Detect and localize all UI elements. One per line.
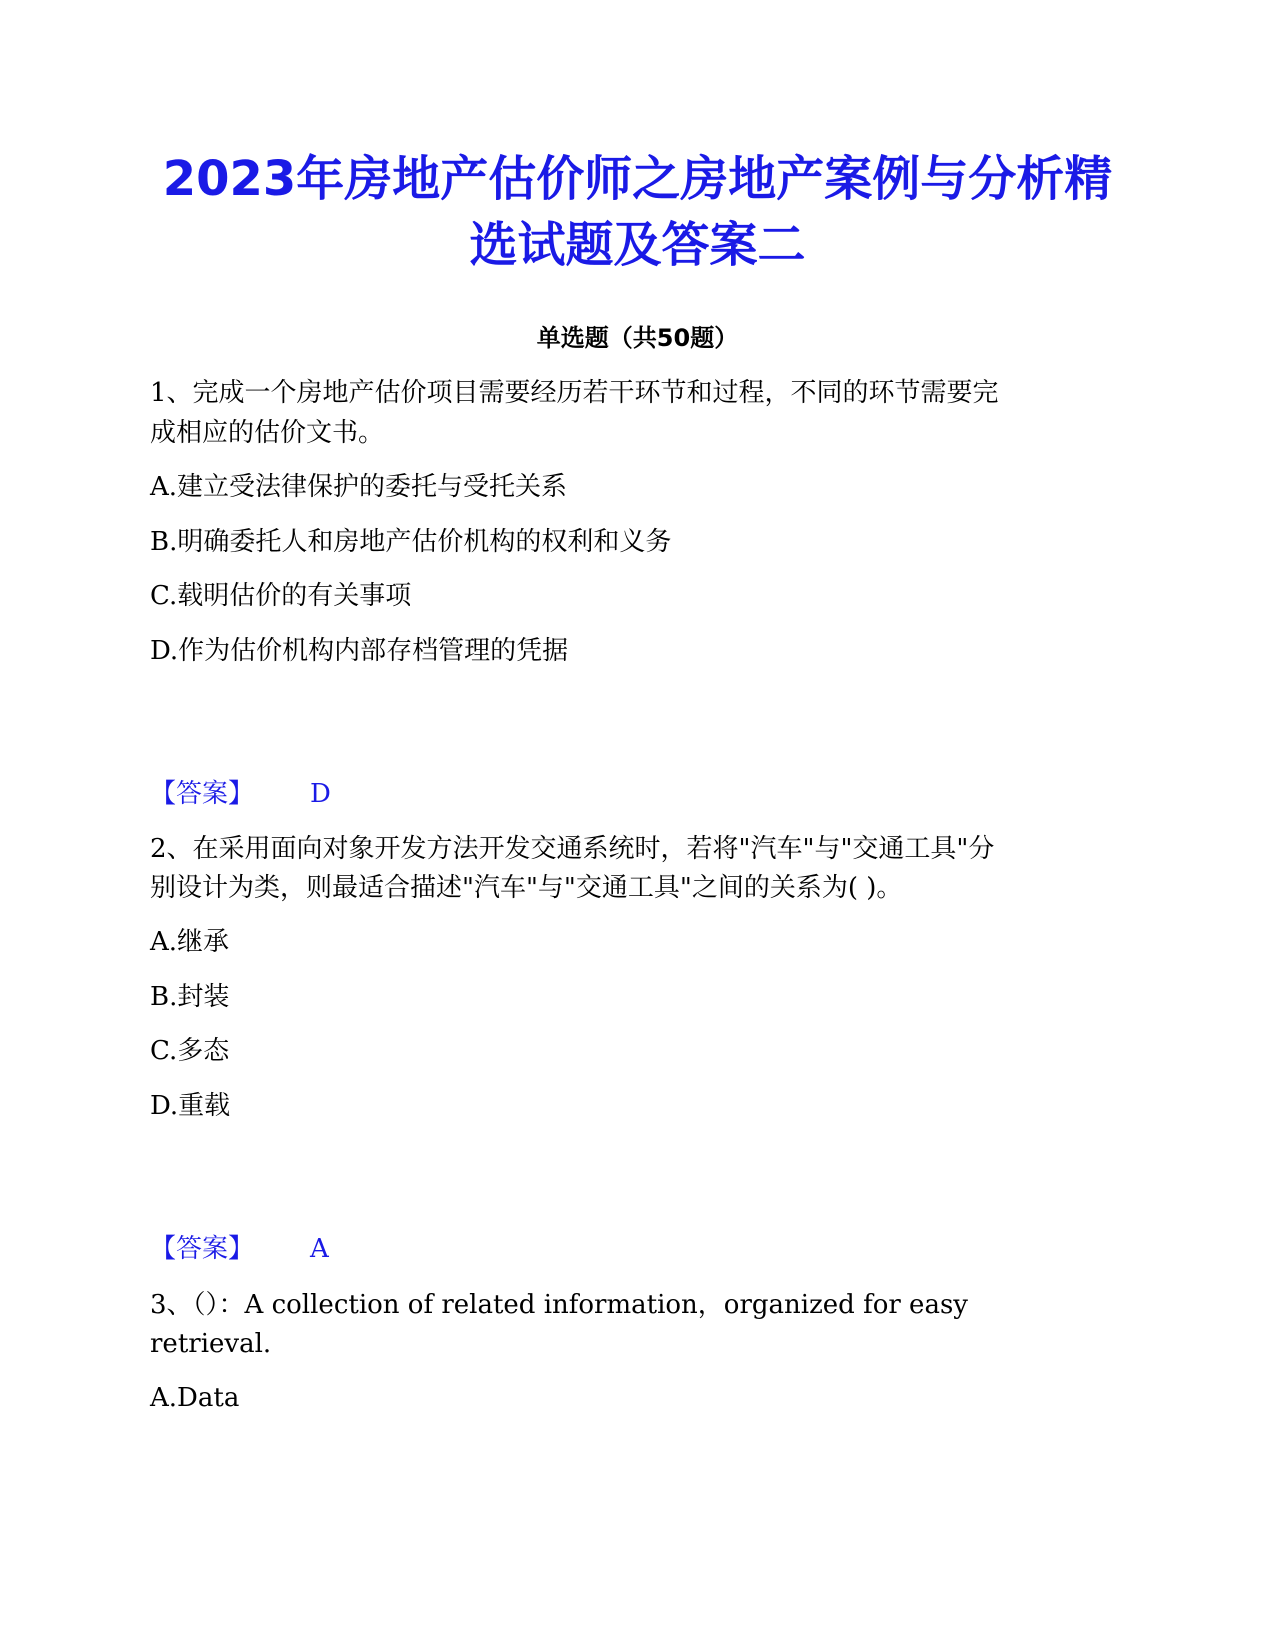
answer-label: 【答案】: [150, 779, 255, 809]
option-c: C.多态: [150, 1036, 230, 1066]
option-b: B.明确委托人和房地产估价机构的权利和义务: [150, 527, 672, 557]
question-stem-line: 成相应的估价文书。: [150, 418, 385, 448]
question-stem-line: 别设计为类，则最适合描述"汽车"与"交通工具"之间的关系为( )。: [150, 873, 903, 903]
answer-label: 【答案】: [150, 1234, 255, 1264]
option-a: A.继承: [150, 927, 230, 957]
option-d: D.重载: [150, 1091, 231, 1121]
option-a: A.Data: [150, 1383, 240, 1413]
section-heading: 单选题（共50题）: [536, 324, 739, 352]
answer-row: [150, 1234, 329, 1264]
option-c: C.载明估价的有关事项: [150, 581, 412, 611]
answer-value: D: [310, 779, 331, 809]
document-title: [120, 146, 1155, 278]
answer-value: A: [310, 1234, 329, 1264]
question-stem-line: 1、完成一个房地产估价项目需要经历若干环节和过程，不同的环节需要完: [150, 378, 999, 408]
title-line-1: 2023年房地产估价师之房地产案例与分析精: [162, 151, 1113, 207]
option-a: A.建立受法律保护的委托与受托关系: [150, 472, 568, 502]
option-b: B.封装: [150, 982, 230, 1012]
title-line-2: 选试题及答案二: [469, 217, 806, 273]
question-stem-line: retrieval.: [150, 1329, 272, 1359]
question-stem-line: 3、（）：A collection of related information，organized for easy: [150, 1290, 968, 1320]
answer-row: [150, 779, 331, 809]
question-stem-line: 2、在采用面向对象开发方法开发交通系统时，若将"汽车"与"交通工具"分: [150, 834, 995, 864]
option-d: D.作为估价机构内部存档管理的凭据: [150, 636, 569, 666]
